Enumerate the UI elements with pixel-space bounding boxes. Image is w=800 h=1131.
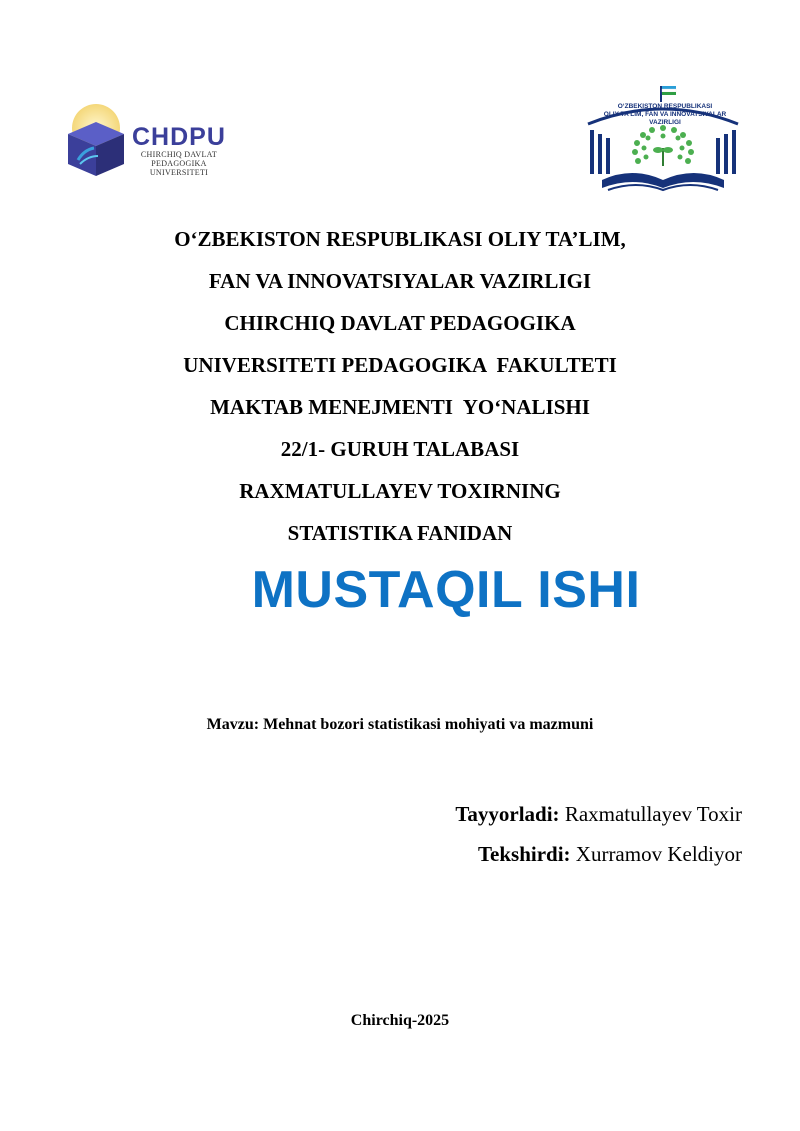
chdpu-logo-subtitle-2: PEDAGOGIKA UNIVERSITETI [149,159,209,177]
heading-block [0,218,800,554]
heading-line-4: UNIVERSITETI PEDAGOGIKA FAKULTETI [183,353,617,377]
heading-line-6: 22/1- GURUH TALABASI [280,437,520,461]
prepared-by-name: Raxmatullayev Toxir [559,802,742,826]
heading-line-3: CHIRCHIQ DAVLAT PEDAGOGIKA [224,311,576,335]
prepared-by-row [455,794,742,834]
heading-line-5: MAKTAB MENEJMENTI YO‘NALISHI [210,395,590,419]
heading-line-1: O‘ZBEKISTON RESPUBLIKASI OLIY TA’LIM, [174,227,626,251]
ministry-emblem-text [590,103,740,127]
chdpu-logo-text [132,124,242,177]
ministry-emblem-icon [582,84,744,204]
checked-by-row [455,834,742,874]
ministry-emblem-line-2: OLIY TA’LIM, FAN VA INNOVATSIYALAR VAZIRLIGI [603,111,727,126]
document-title: MUSTAQIL ISHI [251,561,641,619]
chdpu-logo-name: CHDPU [132,123,226,151]
chdpu-logo-subtitle-1: CHIRCHIQ DAVLAT [140,150,218,159]
ministry-emblem-line-1: O‘ZBEKISTON RESPUBLIKASI [617,103,713,110]
heading-line-2: FAN VA INNOVATSIYALAR VAZIRLIGI [208,269,592,293]
topic-line: Mavzu: Mehnat bozori statistikasi mohiyati va mazmuni [206,716,594,733]
heading-line-7: RAXMATULLAYEV TOXIRNING [239,479,561,503]
credits-block [455,794,742,874]
checked-by-name: Xurramov Keldiyor [570,842,742,866]
city-year: Chirchiq-2025 [350,1012,450,1029]
heading-line-8: STATISTIKA FANIDAN [287,521,513,545]
prepared-by-label: Tayyorladi: [455,802,560,826]
checked-by-label: Tekshirdi: [477,842,571,866]
